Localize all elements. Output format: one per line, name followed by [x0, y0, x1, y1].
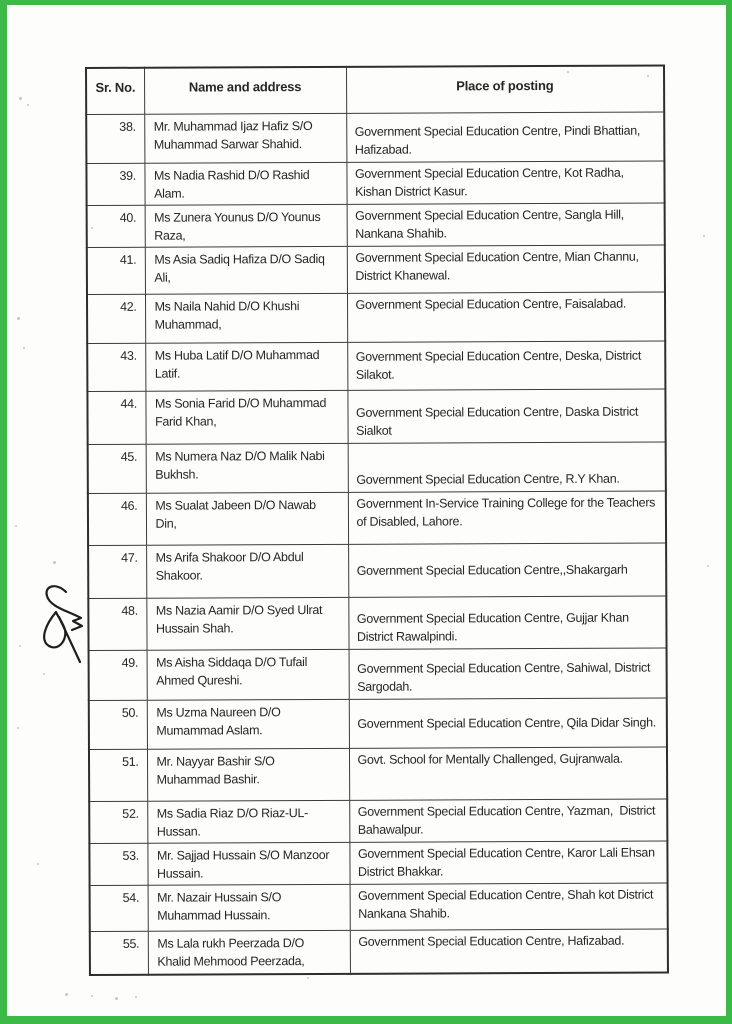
- table-row: [87, 389, 665, 445]
- posting-table-wrap: [85, 64, 669, 975]
- place-of-posting-cell: Government Special Education Centre,,Shakargarh: [348, 543, 666, 597]
- header-row: [86, 65, 664, 114]
- scan-speck: [703, 235, 705, 237]
- scan-speck: [17, 317, 20, 320]
- name-address-cell: Ms Sualat Jabeen D/O Nawab Din,: [146, 492, 348, 545]
- sr-no-cell: 48.: [88, 598, 146, 650]
- name-address-cell: Ms Arifa Shakoor D/O Abdul Shakoor.: [146, 544, 348, 598]
- sr-no-cell: 40.: [87, 205, 145, 247]
- table-row: [87, 341, 665, 392]
- sr-no-cell: 47.: [88, 545, 146, 598]
- place-of-posting-cell: Government Special Education Centre, Qila Didar Singh.: [349, 698, 667, 748]
- table-row: [88, 491, 666, 546]
- place-of-posting-cell: Government Special Education Centre, Sahiwal, District Sargodah.: [349, 648, 667, 699]
- name-address-cell: Ms Uzma Naureen D/O Mumammad Aslam.: [147, 699, 349, 749]
- scan-speck: [91, 227, 93, 229]
- table-row: [90, 929, 668, 975]
- scan-speck: [19, 645, 21, 647]
- table-row: [86, 161, 664, 206]
- place-of-posting-cell: Government Special Education Centre, Mian Channu, District Khanewal.: [347, 245, 665, 293]
- name-address-cell: Mr. Nayyar Bashir S/O Muhammad Bashir.: [147, 748, 349, 801]
- table-row: [88, 543, 666, 599]
- scan-speck: [307, 977, 309, 979]
- scan-speck: [567, 71, 569, 73]
- scan-speck: [27, 104, 29, 106]
- scan-speck: [23, 347, 25, 349]
- name-address-cell: Ms Numera Naz D/O Malik Nabi Bukhsh.: [146, 443, 348, 493]
- scan-speck: [43, 673, 45, 675]
- scan-speck: [65, 993, 68, 996]
- posting-table: [85, 64, 669, 975]
- table-row: [88, 442, 666, 494]
- scan-speck: [647, 75, 649, 77]
- name-address-cell: Mr. Muhammad Ijaz Hafiz S/O Muhammad Sarwar Shahid.: [144, 113, 346, 163]
- handwritten-mark: [26, 580, 96, 672]
- place-of-posting-cell: Government Special Education Centre, Faisalabad.: [347, 292, 665, 342]
- table-row: [90, 883, 668, 932]
- sr-no-cell: 46.: [88, 493, 146, 545]
- name-address-cell: Mr. Sajjad Hussain S/O Manzoor Hussain.: [147, 842, 349, 885]
- sr-no-cell: 45.: [88, 444, 146, 493]
- table-row: [89, 648, 667, 701]
- place-of-posting-cell: Government Special Education Centre, Kot Radha, Kishan District Kasur.: [346, 161, 664, 204]
- table-row: [86, 112, 664, 164]
- col-header-name-address: Name and address: [144, 67, 346, 114]
- place-of-posting-cell: Government Special Education Centre, Yazman, District Bahawalpur.: [349, 799, 667, 842]
- col-header-sr-no: Sr. No.: [86, 68, 144, 115]
- sr-no-cell: 54.: [90, 885, 148, 931]
- scan-speck: [15, 525, 17, 527]
- place-of-posting-cell: Government Special Education Centre, Gujjar Khan District Rawalpindi.: [348, 596, 666, 649]
- name-address-cell: Ms Nadia Rashid D/O Rashid Alam.: [144, 162, 346, 205]
- place-of-posting-cell: Government In-Service Training College for the Teachers of Disabled, Lahore.: [348, 491, 666, 544]
- sr-no-cell: 44.: [87, 391, 145, 444]
- name-address-cell: Ms Zunera Younus D/O Younus Raza,: [145, 204, 347, 247]
- place-of-posting-cell: Government Special Education Centre, Karor Lali Ehsan District Bhakkar.: [349, 841, 667, 884]
- sr-no-cell: 52.: [89, 801, 147, 843]
- sr-no-cell: 51.: [89, 749, 147, 801]
- sr-no-cell: 42.: [87, 294, 145, 343]
- sr-no-cell: 53.: [89, 843, 147, 885]
- scan-speck: [91, 995, 93, 997]
- name-address-cell: Ms Huba Latif D/O Muhammad Latif.: [145, 342, 347, 391]
- table-row: [89, 841, 667, 886]
- scan-speck: [37, 863, 39, 865]
- sr-no-cell: 38.: [86, 114, 144, 163]
- name-address-cell: Ms Asia Sadiq Hafiza D/O Sadiq Ali,: [145, 246, 347, 294]
- table-row: [87, 203, 665, 248]
- name-address-cell: Ms Lala rukh Peerzada D/O Khalid Mehmood Peerzada,: [148, 930, 350, 974]
- place-of-posting-cell: Government Special Education Centre, Deska, District Silakot.: [347, 341, 665, 390]
- table-row: [89, 698, 667, 750]
- table-row: [89, 799, 667, 844]
- table-row: [89, 747, 667, 802]
- sr-no-cell: 55.: [90, 931, 148, 974]
- place-of-posting-cell: Government Special Education Centre, R.Y Khan.: [348, 442, 666, 492]
- place-of-posting-cell: Government Special Education Centre, Daska District Sialkot: [347, 389, 665, 443]
- name-address-cell: Ms Aisha Siddaqa D/O Tufail Ahmed Qureshi.: [147, 649, 349, 700]
- name-address-cell: Ms Sonia Farid D/O Muhammad Farid Khan,: [145, 390, 347, 444]
- table-row: [87, 292, 665, 344]
- scan-speck: [115, 997, 118, 1000]
- sr-no-cell: 49.: [89, 650, 147, 700]
- scan-speck: [707, 565, 709, 567]
- name-address-cell: Ms Nazia Aamir D/O Syed Ulrat Hussain Shah.: [146, 597, 348, 650]
- table-body: [86, 112, 668, 975]
- name-address-cell: Ms Naila Nahid D/O Khushi Muhammad,: [145, 293, 347, 343]
- place-of-posting-cell: Government Special Education Centre, Pindi Bhattian, Hafizabad.: [346, 112, 664, 162]
- place-of-posting-cell: Government Special Education Centre, Sangla Hill, Nankana Shahib.: [347, 203, 665, 246]
- table-row: [88, 596, 666, 651]
- place-of-posting-cell: Government Special Education Centre, Shah kot District Nankana Shahib.: [350, 883, 668, 930]
- sr-no-cell: 41.: [87, 247, 145, 294]
- table-row: [87, 245, 665, 295]
- scan-speck: [17, 727, 19, 729]
- scan-speck: [53, 561, 56, 564]
- col-header-place-of-posting: Place of posting: [346, 65, 664, 113]
- place-of-posting-cell: Government Special Education Centre, Hafizabad.: [350, 929, 668, 973]
- place-of-posting-cell: Govt. School for Mentally Challenged, Gujranwala.: [349, 747, 667, 800]
- sr-no-cell: 50.: [89, 700, 147, 749]
- scan-speck: [19, 97, 22, 100]
- scan-speck: [135, 996, 137, 998]
- paper-sheet: [7, 5, 726, 1016]
- sr-no-cell: 43.: [87, 343, 145, 391]
- sr-no-cell: 39.: [86, 163, 144, 205]
- name-address-cell: Ms Sadia Riaz D/O Riaz-UL- Hussan.: [147, 800, 349, 843]
- name-address-cell: Mr. Nazair Hussain S/O Muhammad Hussain.: [148, 884, 350, 931]
